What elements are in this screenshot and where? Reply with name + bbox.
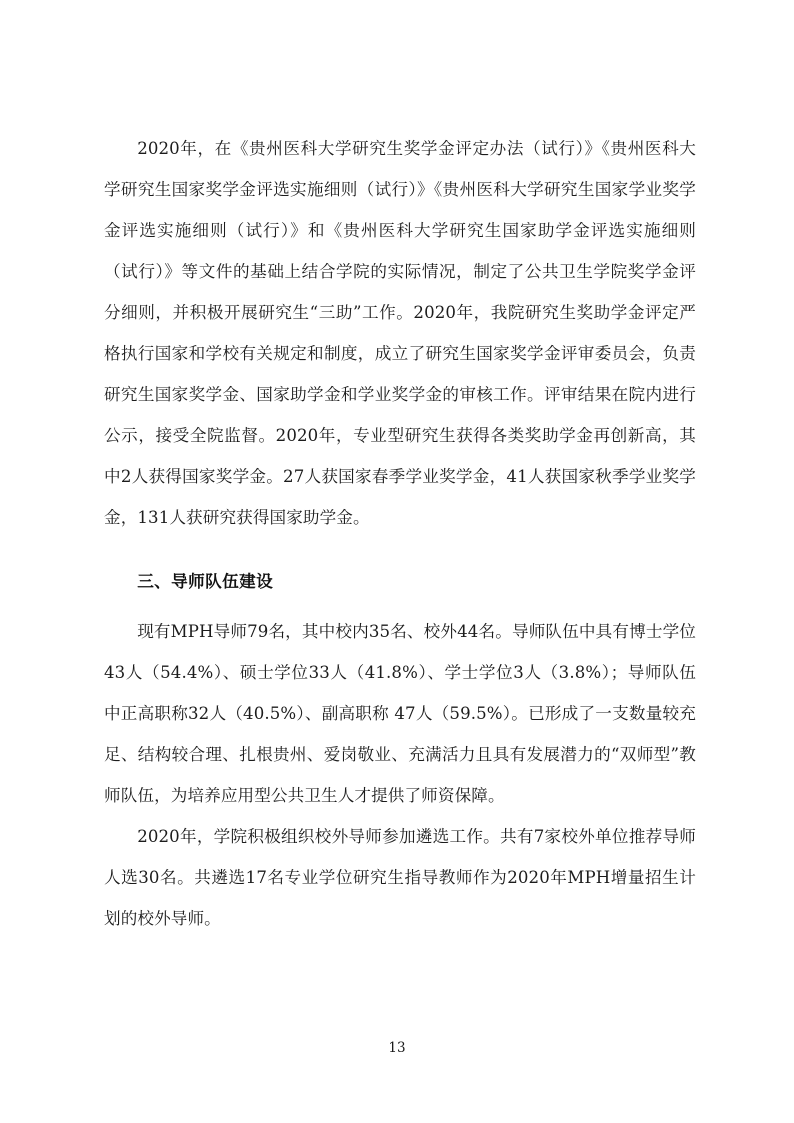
page-number: 13 [388, 1040, 406, 1056]
paragraph-off-campus-selection: 2020年，学院积极组织校外导师参加遴选工作。共有7家校外单位推荐导师人选30名。共遴选17名专业学位研究生指导教师作为2020年MPH增量招生计划的校外导师。 [104, 827, 696, 928]
heading-supervisor-team: 三、导师队伍建设 [137, 572, 274, 591]
page-content [104, 128, 696, 939]
paragraph-supervisor-stats: 现有MPH导师79名，其中校内35名、校外44名。导师队伍中具有博士学位43人（54.4%）、硕士学位33人（41.8%）、学士学位3人（3.8%）；导师队伍中正高职称32人（40.5%）、副高职称 47人（59.5%）。已形成了一支数量较充足、结构较合理、扎根贵州、爱岗敬业、充满活力且具有发展潜力的“双师型”教师队伍，为培养应用型公共卫生人才提供了师资保障。 [104, 622, 696, 805]
paragraph-scholarship: 2020年，在《贵州医科大学研究生奖学金评定办法（试行）》《贵州医科大学研究生国家奖学金评选实施细则（试行）》《贵州医科大学研究生国家学业奖学金评选实施细则（试行）》和《贵州医科大学研究生国家助学金评选实施细则（试行）》等文件的基础上结合学院的实际情况，制定了公共卫生学院奖学金评分细则，并积极开展研究生“三助”工作。2020年，我院研究生奖助学金评定严格执行国家和学校有关规定和制度，成立了研究生国家奖学金评审委员会，负责研究生国家奖学金、国家助学金和学业奖学金的审核工作。评审结果在院内进行公示，接受全院监督。2020年，专业型研究生获得各类奖助学金再创新高，其中2人获得国家奖学金。27人获国家春季学业奖学金，41人获国家秋季学业奖学金，131人获研究获得国家助学金。 [104, 139, 696, 527]
